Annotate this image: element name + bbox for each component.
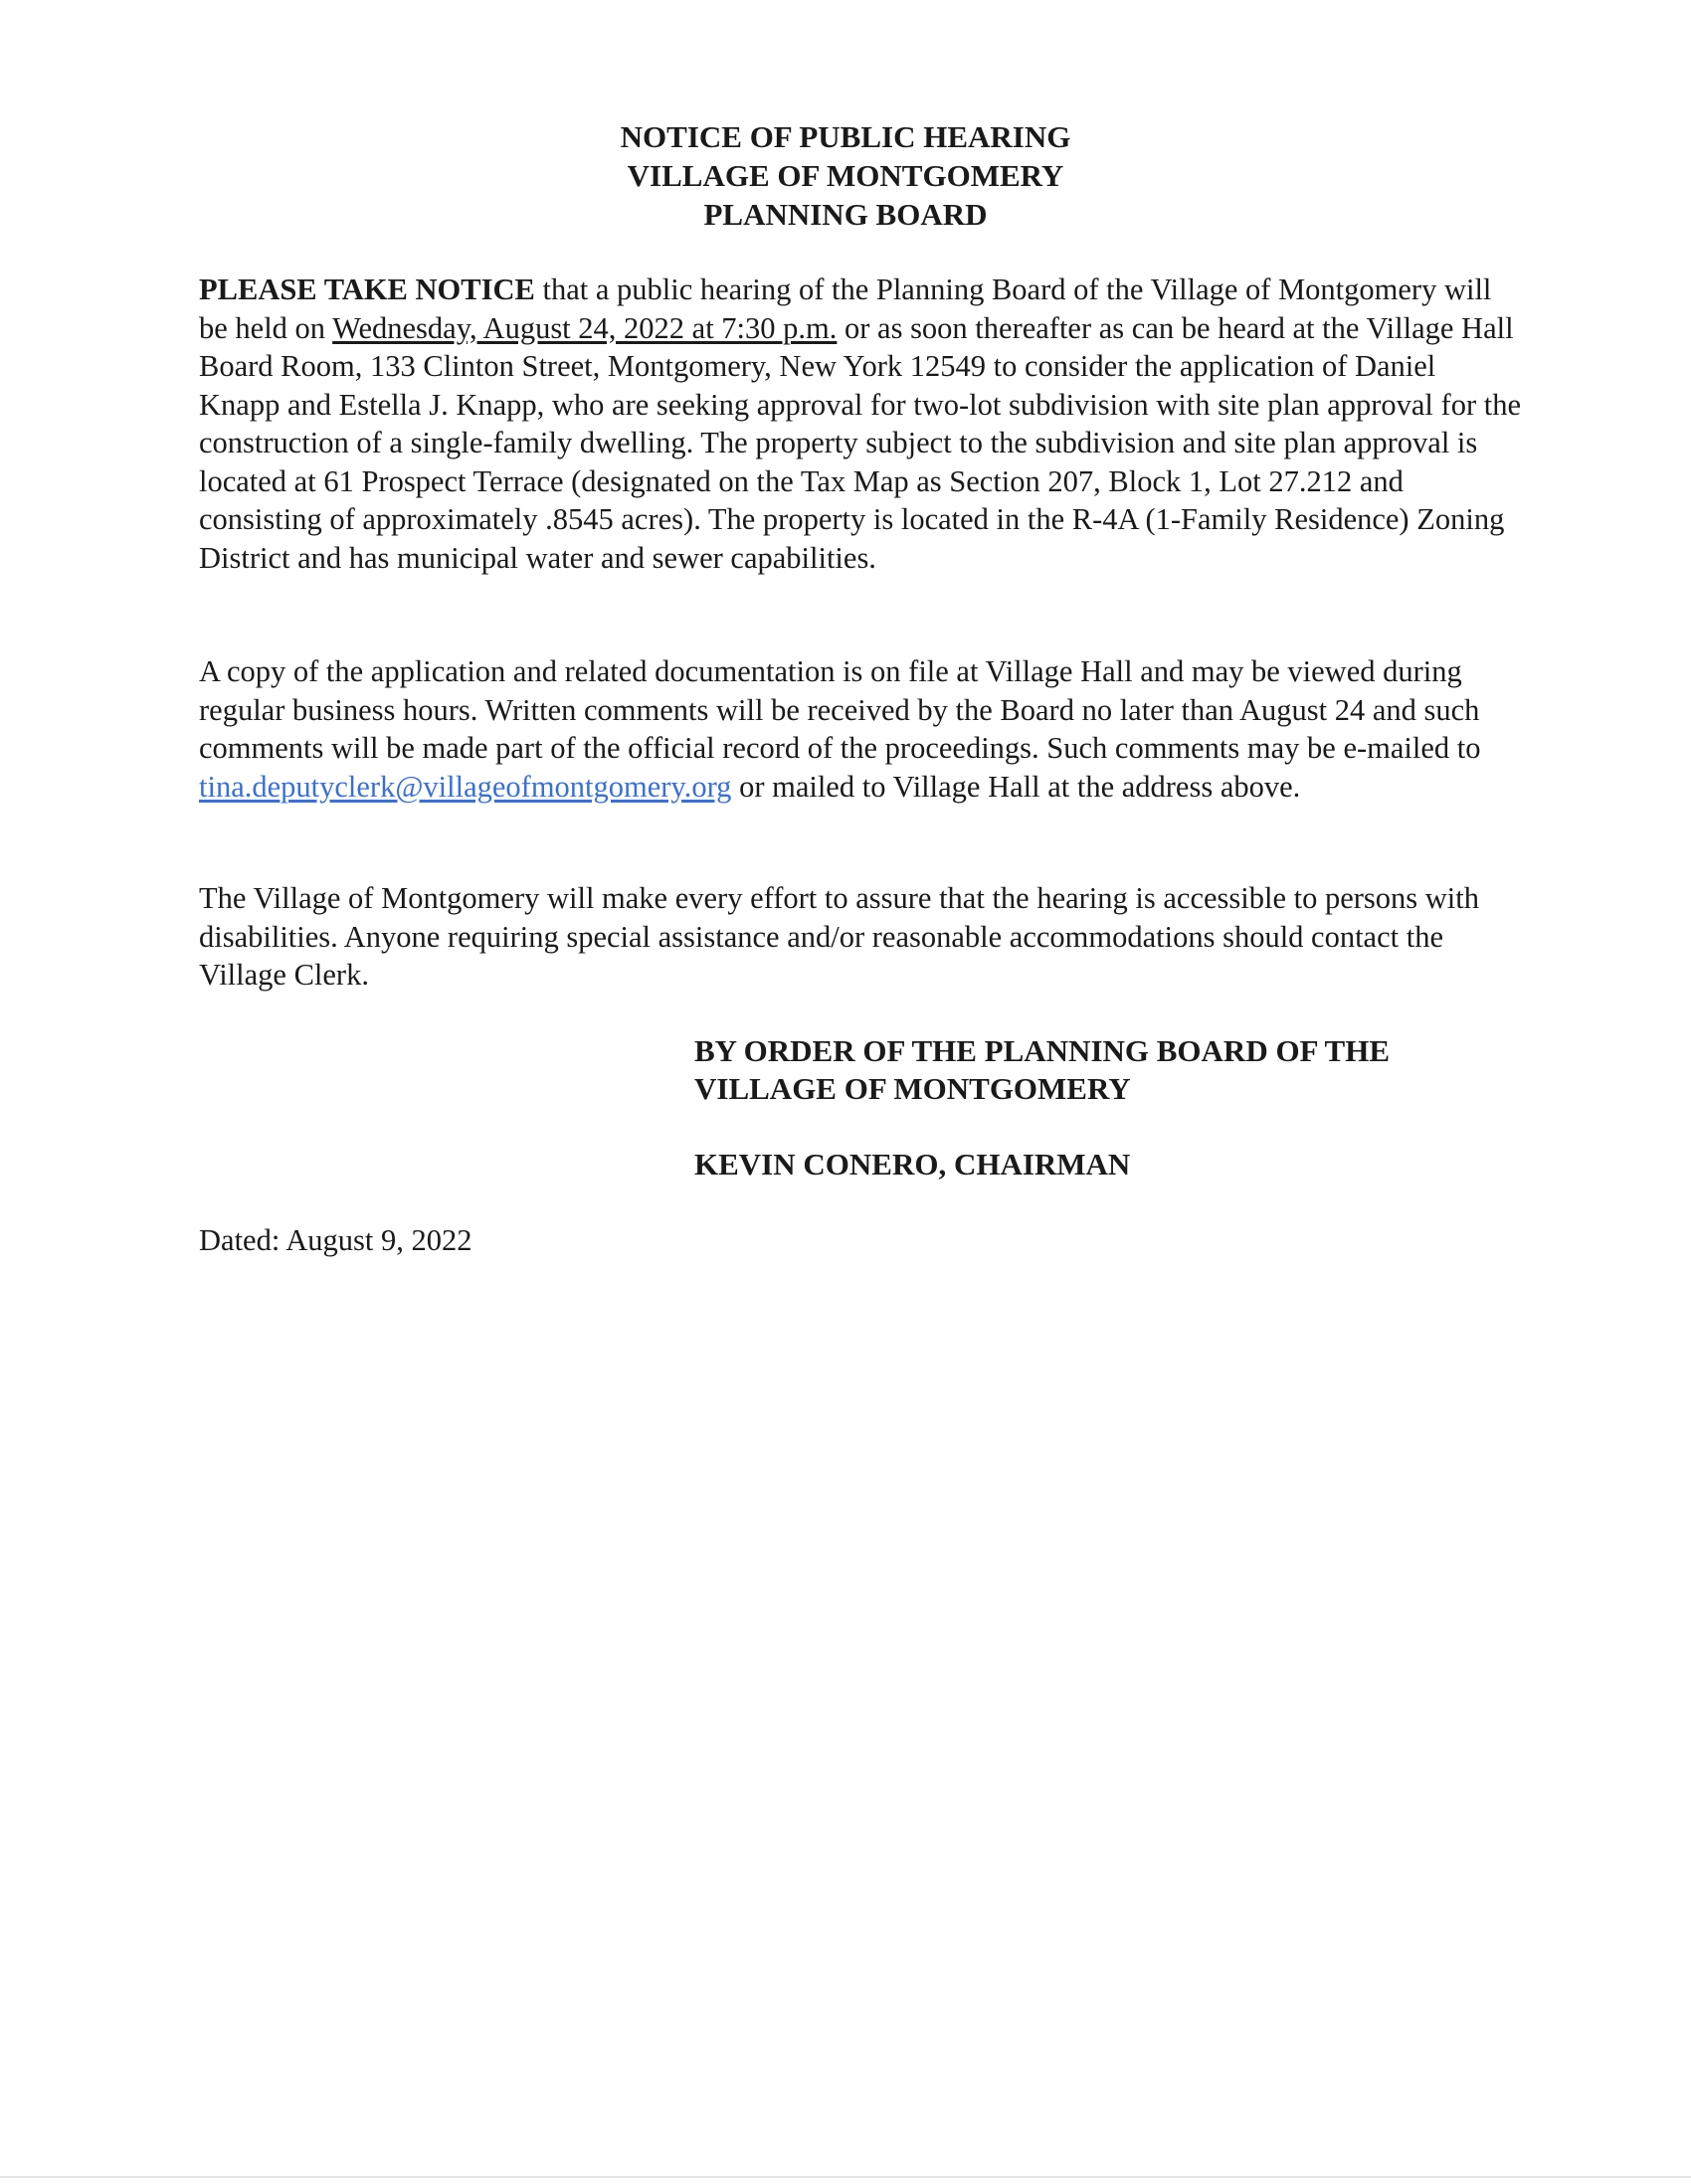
hearing-notice-paragraph — [199, 271, 1522, 577]
clerk-email-link[interactable]: tina.deputyclerk@villageofmontgomery.org — [199, 769, 732, 804]
heading-line-2: VILLAGE OF MONTGOMERY — [627, 158, 1064, 193]
hearing-date-time: Wednesday, August 24, 2022 at 7:30 p.m. — [332, 310, 838, 345]
order-line-1: BY ORDER OF THE PLANNING BOARD OF THE — [694, 1033, 1391, 1068]
dated-line: Dated: August 9, 2022 — [199, 1223, 472, 1257]
comments-text-b: or mailed to Village Hall at the address above. — [731, 769, 1301, 804]
notice-heading — [0, 117, 1691, 234]
order-line-2: VILLAGE OF MONTGOMERY — [694, 1071, 1131, 1106]
comments-text-a: A copy of the application and related documentation is on file at Village Hall and may be viewed during regular business hours. Written comments will be received by the Board no later than August 24 and such comments will be made part of the official record of the proceedings. Such comments may be e-mailed to — [199, 654, 1481, 765]
notice-text-b: or as soon thereafter as can be heard at the Village Hall Board Room, 133 Clinton Street, Montgomery, New York 12549 to consider the application of Daniel Knapp and Estella J. Knapp, who are seeking approval for two-lot subdivision with site plan approval for the construction of a single-family dwelling. The property subject to the subdivision and site plan approval is located at 61 Prospect Terrace (designated on the Tax Map as Section 207, Block 1, Lot 27.212 and consisting of approximately .8545 acres). The property is located in the R-4A (1-Family Residence) Zoning District and has municipal water and sewer capabilities. — [199, 310, 1521, 575]
heading-line-3: PLANNING BOARD — [703, 197, 988, 232]
chairman-signature: KEVIN CONERO, CHAIRMAN — [694, 1147, 1131, 1182]
page-bottom-edge — [0, 2176, 1691, 2178]
accessibility-paragraph — [199, 879, 1522, 995]
order-block — [694, 1032, 1590, 1108]
notice-lead: PLEASE TAKE NOTICE — [199, 273, 535, 306]
heading-line-1: NOTICE OF PUBLIC HEARING — [620, 119, 1071, 154]
comments-paragraph — [199, 652, 1522, 806]
accessibility-text: The Village of Montgomery will make every effort to assure that the hearing is accessible to persons with disabilities. Anyone requiring special assistance and/or reasonable accommodations should contact the Village Clerk. — [199, 881, 1480, 992]
notice-text-a: that a public hearing of the Planning Board of the Village of Montgomery will be held on — [199, 273, 1492, 345]
